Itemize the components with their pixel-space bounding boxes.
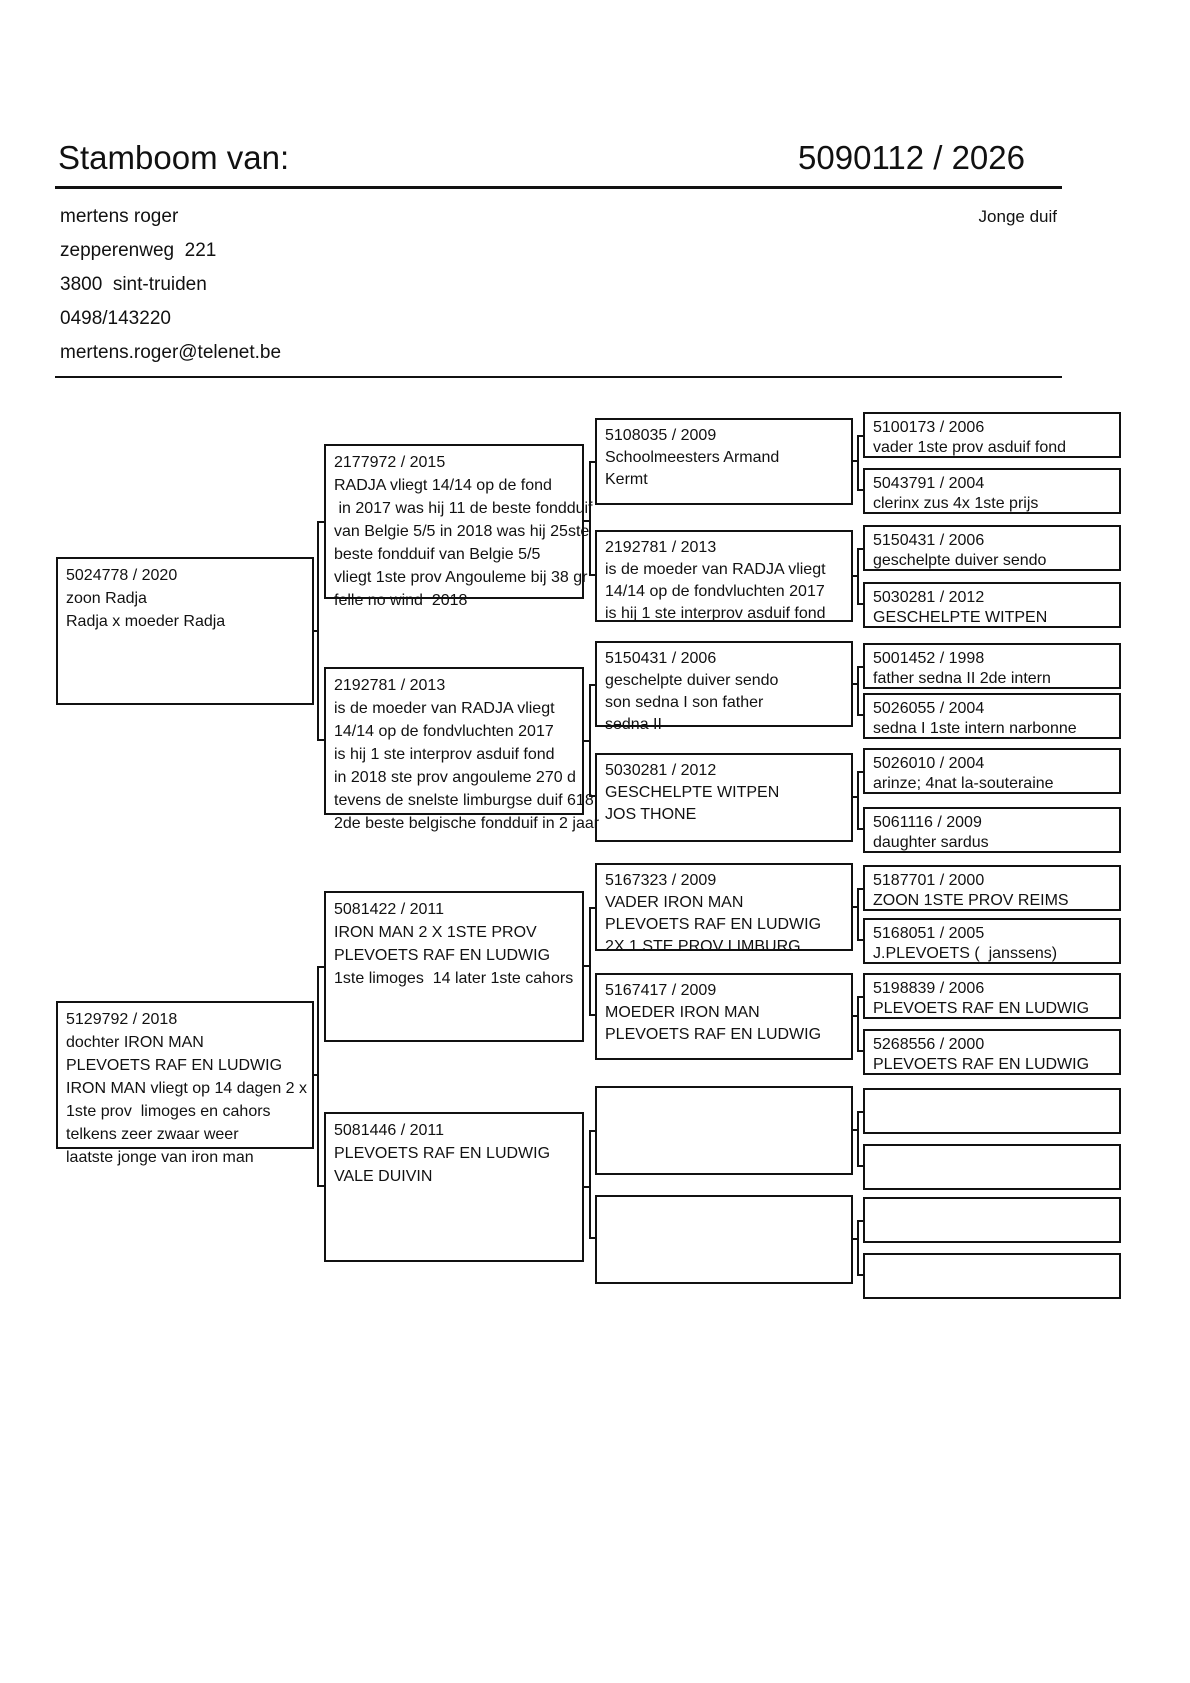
ring-number: 5108035 / 2009 [605,427,717,444]
pedigree-box-gen3-6 [595,973,853,1060]
box-line: MOEDER IRON MAN [605,1004,760,1021]
pedigree-box-gen3-4 [595,753,853,842]
ring-number: 2177972 / 2015 [334,454,446,471]
box-line: tevens de snelste limburgse duif 618 [334,792,594,809]
connector-bracket [589,461,595,576]
ring-number: 5081446 / 2011 [334,1122,445,1139]
owner-city: 3800 sint-truiden [60,274,207,295]
pedigree-box-gen4-4 [863,582,1121,628]
connector-bracket [857,771,863,830]
pedigree-box-gen4-2 [863,468,1121,514]
box-line: telkens zeer zwaar weer [66,1126,239,1143]
box-line: PLEVOETS RAF EN LUDWIG [873,1056,1090,1073]
connector-bracket [317,521,324,741]
box-line: VALE DUIVIN [334,1168,433,1185]
connector-bracket [857,666,863,716]
box-line: clerinx zus 4x 1ste prijs [873,495,1039,512]
ring-number: 5167323 / 2009 [605,872,717,889]
box-line: is hij 1 ste interprov asduif fond [605,605,826,622]
ring-number: 2192781 / 2013 [334,677,446,694]
owner-address-block [60,200,281,370]
box-line: JOS THONE [605,806,697,823]
box-line: zoon Radja [66,590,147,607]
box-line: GESCHELPTE WITPEN [605,784,780,801]
box-line: sedna I 1ste intern narbonne [873,720,1077,737]
pedigree-box-gen3-7-empty [595,1086,853,1175]
pedigree-box-gen4-12 [863,1029,1121,1075]
connector-bracket [857,435,863,491]
pedigree-box-gen4-14-empty [863,1144,1121,1190]
connector-bracket [317,966,324,1187]
pedigree-box-gen4-6 [863,693,1121,739]
pedigree-box-gen4-16-empty [863,1253,1121,1299]
box-line: son sedna I son father [605,694,764,711]
box-line: dochter IRON MAN [66,1034,204,1051]
box-line: 14/14 op de fondvluchten 2017 [334,723,554,740]
box-line: beste fondduif van Belgie 5/5 [334,546,541,563]
box-line: geschelpte duiver sendo [873,552,1047,569]
box-line: father sedna II 2de intern [873,670,1051,687]
box-line: 1ste limoges 14 later 1ste cahors [334,970,574,987]
box-line: PLEVOETS RAF EN LUDWIG [334,947,551,964]
connector-bracket [589,907,595,1016]
box-line: van Belgie 5/5 in 2018 was hij 25ste [334,523,590,540]
connector-bracket [589,684,595,797]
ring-number: 5030281 / 2012 [605,762,717,779]
box-line: PLEVOETS RAF EN LUDWIG [334,1145,551,1162]
ring-number: 5129792 / 2018 [66,1011,178,1028]
pedigree-box-gen4-3 [863,525,1121,571]
pedigree-box-gen4-5 [863,643,1121,689]
box-line: 2de beste belgische fondduif in 2 jaar [334,815,600,832]
connector-bracket [857,888,863,941]
bird-type-label: Jonge duif [978,207,1057,226]
pedigree-box-gen3-8-empty [595,1195,853,1284]
pedigree-box-gen1-sire [56,557,314,705]
ring-number: 5167417 / 2009 [605,982,717,999]
ring-number: 5150431 / 2006 [605,650,717,667]
box-line: is de moeder van RADJA vliegt [605,561,826,578]
ring-number: 5150431 / 2006 [873,532,985,549]
ring-number: 5061116 / 2009 [873,814,982,831]
pedigree-box-gen4-11 [863,973,1121,1019]
box-line: PLEVOETS RAF EN LUDWIG [605,1026,822,1043]
box-line: Kermt [605,471,648,488]
box-line: 14/14 op de fondvluchten 2017 [605,583,825,600]
pedigree-box-gen2-2 [324,667,600,832]
box-line: GESCHELPTE WITPEN [873,609,1048,626]
pedigree-box-gen3-1 [595,418,853,505]
ring-number: 5043791 / 2004 [873,475,985,492]
box-line: PLEVOETS RAF EN LUDWIG [66,1057,283,1074]
pedigree-box-gen4-9 [863,865,1121,911]
pedigree-box-gen2-4 [324,1112,584,1262]
connector-bracket [857,996,863,1052]
box-line: PLEVOETS RAF EN LUDWIG [873,1000,1090,1017]
pedigree-box-gen4-15-empty [863,1197,1121,1243]
box-line: IRON MAN vliegt op 14 dagen 2 x [66,1080,308,1097]
box-line: 2X 1 STE PROV LIMBURG [605,938,801,955]
box-line: Schoolmeesters Armand [605,449,780,466]
header-separator-top [55,186,1062,189]
ring-number: 5081422 / 2011 [334,901,445,918]
box-line: 1ste prov limoges en cahors [66,1103,271,1120]
connector-bracket [589,1130,595,1239]
box-line: VADER IRON MAN [605,894,744,911]
pedigree-box-gen2-1 [324,444,593,609]
page-title: Stamboom van: [58,139,290,176]
box-line: IRON MAN 2 X 1STE PROV [334,924,537,941]
ring-number: 5001452 / 1998 [873,650,985,667]
box-line: J.PLEVOETS ( janssens) [873,945,1058,962]
box-line: is de moeder van RADJA vliegt [334,700,555,717]
ring-number: 5030281 / 2012 [873,589,985,606]
ring-number: 5100173 / 2006 [873,419,985,436]
ring-number: 5168051 / 2005 [873,925,985,942]
box-line: is hij 1 ste interprov asduif fond [334,746,555,763]
box-line: daughter sardus [873,834,989,851]
owner-email: mertens.roger@telenet.be [60,342,282,363]
box-line: RADJA vliegt 14/14 op de fond [334,477,552,494]
ring-number: 5026055 / 2004 [873,700,985,717]
box-line: ZOON 1STE PROV REIMS [873,892,1069,909]
pedigree-box-gen2-3 [324,891,584,1042]
pedigree-box-gen4-13-empty [863,1088,1121,1134]
pedigree-box-gen4-10 [863,918,1121,964]
owner-name: mertens roger [60,206,179,227]
box-line: Radja x moeder Radja [66,613,226,630]
box-line: in 2018 ste prov angouleme 270 d [334,769,576,786]
box-line: felle no wind 2018 [334,592,468,609]
header-separator-bottom [55,376,1062,378]
box-line: arinze; 4nat la-souteraine [873,775,1054,792]
connector-bracket [857,1220,863,1276]
pedigree-box-gen4-8 [863,807,1121,853]
box-line: sedna II [605,716,662,733]
pedigree-box-gen4-1 [863,412,1121,458]
box-line: vliegt 1ste prov Angouleme bij 38 gr [334,569,588,586]
box-line: laatste jonge van iron man [66,1149,254,1166]
pedigree-box-gen3-3 [595,641,853,733]
ring-number: 5026010 / 2004 [873,755,985,772]
pedigree-box-gen3-5 [595,863,853,955]
connector-bracket [857,548,863,605]
box-line: PLEVOETS RAF EN LUDWIG [605,916,822,933]
connector-bracket [857,1111,863,1167]
pedigree-box-gen4-7 [863,748,1121,794]
subject-ring-number: 5090112 / 2026 [798,139,1025,176]
pedigree-box-gen3-2 [595,530,853,622]
box-line: geschelpte duiver sendo [605,672,779,689]
ring-number: 5198839 / 2006 [873,980,985,997]
owner-street: zepperenweg 221 [60,240,217,261]
box-line: in 2017 was hij 11 de beste fondduif [334,500,593,517]
box-line: vader 1ste prov asduif fond [873,439,1067,456]
ring-number: 5268556 / 2000 [873,1036,985,1053]
owner-phone: 0498/143220 [60,308,171,329]
ring-number: 5187701 / 2000 [873,872,985,889]
ring-number: 2192781 / 2013 [605,539,717,556]
ring-number: 5024778 / 2020 [66,567,178,584]
pedigree-box-gen1-dam [56,1001,314,1166]
